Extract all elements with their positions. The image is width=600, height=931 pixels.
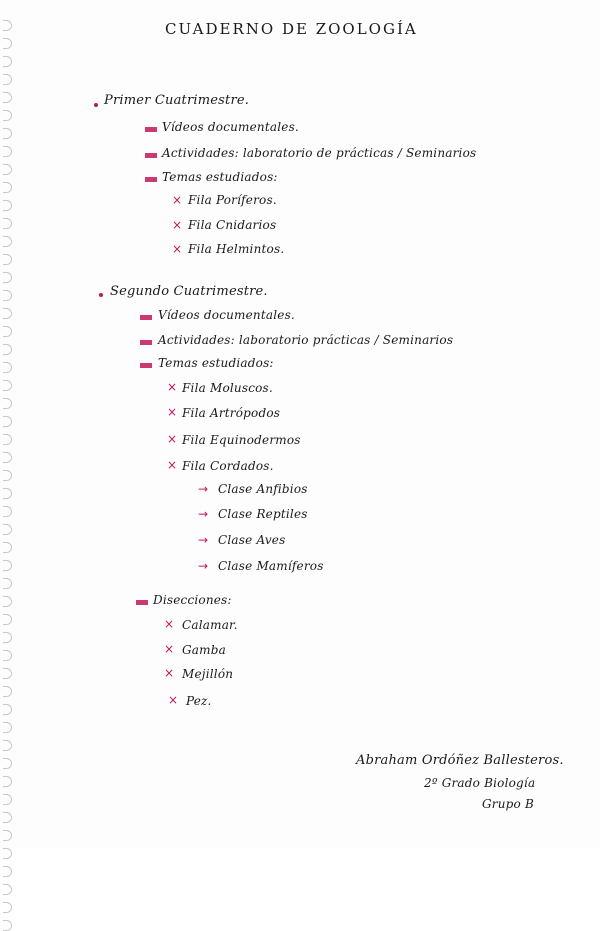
binding-ring <box>3 92 12 103</box>
bullet-dash <box>140 315 152 320</box>
binding-ring <box>3 668 12 679</box>
cross-mark: × <box>164 666 175 680</box>
binding-ring <box>3 632 12 643</box>
cross-mark: × <box>167 432 178 446</box>
binding-ring <box>3 344 12 355</box>
binding-ring <box>3 902 12 913</box>
section2-topic: Fila Cordados. <box>182 459 274 473</box>
section2-heading: Segundo Cuatrimestre. <box>110 284 268 299</box>
binding-ring <box>3 722 12 733</box>
cross-mark: × <box>172 242 183 256</box>
section1-topic: Fila Cnidarios <box>188 218 277 232</box>
binding-ring <box>3 470 12 481</box>
binding-ring <box>3 38 12 49</box>
dissection-item: Pez. <box>186 694 212 708</box>
arrow-icon: → <box>198 507 209 521</box>
section2-item: Vídeos documentales. <box>158 308 295 322</box>
binding-ring <box>3 434 12 445</box>
binding-ring <box>3 398 12 409</box>
binding-ring <box>3 272 12 283</box>
dissection-item: Gamba <box>182 643 226 657</box>
binding-ring <box>3 740 12 751</box>
binding-ring <box>3 380 12 391</box>
section1-heading: Primer Cuatrimestre. <box>104 93 250 108</box>
binding-ring <box>3 560 12 571</box>
dissection-item: Mejillón <box>182 667 234 681</box>
cross-mark: × <box>168 693 179 707</box>
section1-item: Actividades: laboratorio de prácticas / Seminarios <box>162 146 477 160</box>
notebook-binding <box>3 20 15 840</box>
binding-ring <box>3 812 12 823</box>
section1-topic: Fila Helmintos. <box>188 242 285 256</box>
binding-ring <box>3 524 12 535</box>
binding-ring <box>3 182 12 193</box>
binding-ring <box>3 164 12 175</box>
bullet-dot <box>94 103 98 107</box>
cross-mark: × <box>164 642 175 656</box>
arrow-icon: → <box>198 482 209 496</box>
binding-ring <box>3 686 12 697</box>
binding-ring <box>3 830 12 841</box>
binding-ring <box>3 146 12 157</box>
section2-topic: Fila Artrópodos <box>182 406 281 420</box>
binding-ring <box>3 236 12 247</box>
class-item: Clase Anfibios <box>218 482 308 496</box>
cross-mark: × <box>167 405 178 419</box>
section2-item: Actividades: laboratorio prácticas / Seminarios <box>158 333 454 347</box>
cross-mark: × <box>164 617 175 631</box>
binding-ring <box>3 776 12 787</box>
class-item: Clase Reptiles <box>218 507 308 521</box>
section2-topic: Fila Equinodermos <box>182 433 301 447</box>
binding-ring <box>3 596 12 607</box>
binding-ring <box>3 614 12 625</box>
section2-item: Temas estudiados: <box>158 356 274 370</box>
binding-ring <box>3 506 12 517</box>
cross-mark: × <box>167 458 178 472</box>
bullet-dash <box>140 363 152 368</box>
binding-ring <box>3 920 12 931</box>
author-group: Grupo B <box>482 797 534 811</box>
page-title: CUADERNO DE ZOOLOGÍA <box>165 20 418 38</box>
binding-ring <box>3 848 12 859</box>
cross-mark: × <box>172 193 183 207</box>
binding-ring <box>3 488 12 499</box>
binding-ring <box>3 758 12 769</box>
binding-ring <box>3 110 12 121</box>
binding-ring <box>3 218 12 229</box>
binding-ring <box>3 128 12 139</box>
binding-ring <box>3 200 12 211</box>
binding-ring <box>3 884 12 895</box>
arrow-icon: → <box>198 559 209 573</box>
bullet-dash <box>145 177 157 182</box>
binding-ring <box>3 56 12 67</box>
section1-topic: Fila Poríferos. <box>188 193 277 207</box>
class-item: Clase Mamíferos <box>218 559 324 573</box>
author-name: Abraham Ordóñez Ballesteros. <box>356 753 564 768</box>
binding-ring <box>3 290 12 301</box>
dissections-heading: Disecciones: <box>153 593 232 607</box>
binding-ring <box>3 308 12 319</box>
binding-ring <box>3 794 12 805</box>
binding-ring <box>3 74 12 85</box>
dissection-item: Calamar. <box>182 618 238 632</box>
binding-ring <box>3 416 12 427</box>
binding-ring <box>3 362 12 373</box>
binding-ring <box>3 578 12 589</box>
binding-ring <box>3 326 12 337</box>
binding-ring <box>3 20 12 31</box>
bullet-dash <box>145 153 157 158</box>
bullet-dash <box>145 127 157 132</box>
binding-ring <box>3 650 12 661</box>
section2-topic: Fila Moluscos. <box>182 381 273 395</box>
binding-ring <box>3 866 12 877</box>
class-item: Clase Aves <box>218 533 286 547</box>
section1-item: Vídeos documentales. <box>162 120 299 134</box>
binding-ring <box>3 704 12 715</box>
cross-mark: × <box>167 380 178 394</box>
bullet-dash <box>136 600 148 605</box>
binding-ring <box>3 254 12 265</box>
author-course: 2º Grado Biología <box>424 776 536 790</box>
binding-ring <box>3 452 12 463</box>
section1-item: Temas estudiados: <box>162 170 278 184</box>
bullet-dot <box>99 293 103 297</box>
arrow-icon: → <box>198 533 209 547</box>
bullet-dash <box>140 340 152 345</box>
cross-mark: × <box>172 218 183 232</box>
binding-ring <box>3 542 12 553</box>
